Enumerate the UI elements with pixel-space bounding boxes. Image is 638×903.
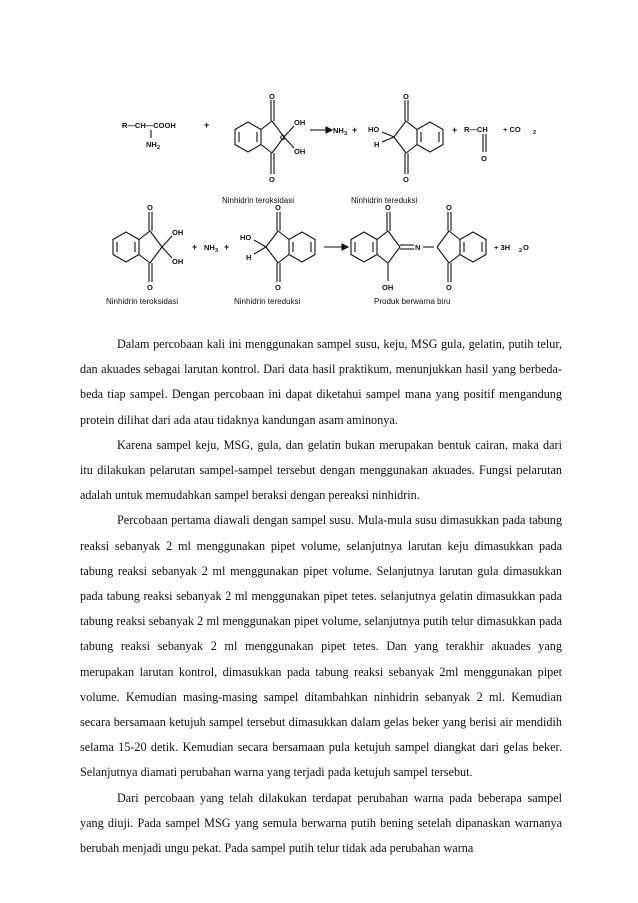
oxygen-label: O (446, 283, 452, 292)
reaction-two-bonds (113, 212, 486, 282)
subscript-2b: 2 (533, 130, 537, 136)
subscript-3b: 3 (215, 248, 219, 254)
oxygen-label: O (403, 175, 409, 184)
subscript-2a: 2 (157, 145, 161, 151)
plus-sign: + (204, 120, 210, 130)
hydroxyl-label: OH (382, 283, 394, 292)
hydroxyl-label: OH (294, 118, 306, 127)
oxygen-label: O (147, 203, 153, 212)
ammonia-label: NH (333, 126, 344, 135)
subscript-3a: 3 (344, 131, 348, 137)
label-ninhydrin-reduced-2: Ninhidrin tereduksi (234, 297, 301, 306)
carbon-dioxide-label: + CO (503, 125, 521, 134)
body-text (80, 332, 562, 861)
reaction-one-bonds (151, 100, 486, 174)
hydroxyl-label: OH (172, 257, 184, 266)
hydrogen-label: H (374, 140, 380, 149)
amino-acid-formula: R—CH—COOH (122, 121, 176, 130)
label-ninhydrin-reduced-1: Ninhidrin tereduksi (351, 196, 418, 205)
paragraph-1: Dalam percobaan kali ini menggunakan sampel susu, keju, MSG gula, gelatin, putih telur, dan akuades sebagai larutan kontrol. Dari data hasil praktikum, menunjukkan hasil yang berbeda-beda tiap sampel. Dengan percobaan ini dapat diketahui sampel mana yang positif mengandung protein dilihat dari ada atau tidaknya kandungan asam aminonya. (80, 337, 562, 427)
carbon-label: C (280, 133, 286, 142)
plus-sign: + (452, 125, 458, 135)
paragraph-2: Karena sampel keju, MSG, gula, dan gelatin bukan merupakan bentuk cairan, maka dari itu dilakukan pelarutan sampel-sampel tersebut dengan menggunakan akuades. Fungsi pelarutan adalah untuk memudahkan sampel beraksi dengan pereaksi ninhidrin. (80, 437, 562, 503)
plus-sign: + (224, 242, 230, 252)
oxygen-label: O (446, 203, 452, 212)
oxygen-label: O (385, 203, 391, 212)
paragraph-4: Dari percobaan yang telah dilakukan terdapat perubahan warna pada beberapa sampel yang diuji. Pada sampel MSG yang semula berwarna putih bening setelah dipanaskan warnanya berubah menjadi ungu pekat. Pada sampel putih telur tidak ada perubahan warna (80, 790, 562, 856)
amine-group: NH (146, 140, 157, 149)
water-oxygen-label: O (523, 243, 529, 252)
oxygen-label: O (269, 175, 275, 184)
ammonia-label: NH (204, 243, 215, 252)
label-blue-product: Produk berwarna biru (374, 297, 451, 306)
label-ninhydrin-oxidized-1: Ninhidrin teroksidasi (222, 196, 295, 205)
hydroxyl-label: HO (368, 125, 380, 134)
hydrogen-label: H (246, 253, 252, 262)
oxygen-label: O (275, 283, 281, 292)
oxygen-label: O (269, 92, 275, 101)
oxygen-label: O (147, 283, 153, 292)
paragraph-3: Percobaan pertama diawali dengan sampel susu. Mula-mula susu dimasukkan pada tabung reaksi sebanyak 2 ml menggunakan pipet volume, selanjutnya larutan keju dimasukkan pada tabung reaksi sebanyak 2 ml menggunakan pipet volume. Selanjutnya larutan gula dimasukkan pada tabung reaksi sebanyak 2 ml menggunakan pipet tetes. selanjutnya gelatin dimasukkan pada tabung reaksi sebanyak 2 ml menggunakan pipet volume, selanjutnya putih telur dimasukkan pada tabung reaksi sebanyak 2 ml menggunakan pipet tetes. Dan yang terakhir akuades yang merupakan larutan kontrol, dimasukkan pada tabung reaksi sebanyak 2ml menggunakan pipet volume. Kemudian masing-masing sampel ditambahkan ninhidrin sebanyak 2 ml. Kemudian secara bersamaan ketujuh sampel tersebut dimasukkan dalam gelas beker yang berisi air mendidih selama 15-20 detik. Kemudian secara bersamaan pula ketujuh sampel diangkat dari gelas beker. Selanjutnya diamati perubahan warna yang terjadi pada ketujuh sampel tersebut. (80, 513, 562, 780)
plus-sign: + (352, 125, 358, 135)
oxygen-label: O (403, 92, 409, 101)
hydroxyl-label: OH (294, 147, 306, 156)
oxygen-label: O (481, 154, 487, 163)
plus-sign: + (192, 242, 198, 252)
water-label: + 3H (494, 243, 511, 252)
nitrogen-label: N (415, 243, 421, 252)
hydroxyl-label: OH (172, 228, 184, 237)
oxygen-label: O (275, 203, 281, 212)
subscript-2c: 2 (519, 248, 523, 254)
ninhydrin-reaction-scheme (100, 72, 540, 312)
label-ninhydrin-oxidized-2: Ninhidrin teroksidasi (106, 297, 179, 306)
hydroxyl-label: HO (240, 233, 252, 242)
aldehyde-formula: R—CH (464, 125, 488, 134)
